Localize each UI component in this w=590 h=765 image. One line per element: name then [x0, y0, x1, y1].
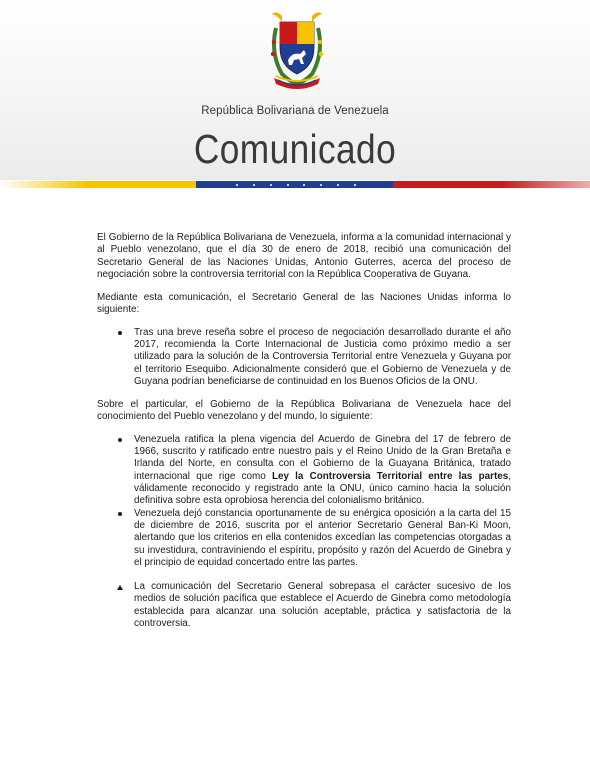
page-title: Comunicado [193, 126, 397, 172]
list-item-text: Tras una breve reseña sobre el proceso de negociación desarrollado durante el año 2017, recomienda la Corte Internacional de Justicia como próximo medio a ser utilizado para la solución de la Controversia Territorial entre Venezuela y Guyana por el territorio Esequibo. Adicionalmente consideró que el Gobierno de Venezuela y de Guyana podrían beneficiarse de continuidad en los Buenos Oficios de la ONU. [134, 326, 511, 387]
list-item [97, 508, 511, 569]
list-item [97, 327, 511, 388]
star-icon [303, 184, 305, 186]
star-icon [287, 184, 289, 186]
list-item-text: La comunicación del Secretario General sobrepasa el carácter sucesivo de los medios de solución pacífica que establece el Acuerdo de Ginebra como metodología establecida para alcanzar una solución aceptable, práctica y satisfactoria de la controversia. [134, 581, 511, 630]
un-points-list [97, 327, 511, 388]
list-item [97, 581, 511, 630]
flag-stars [236, 182, 356, 187]
bullet-icon [118, 512, 122, 516]
paragraph-communication: Mediante esta comunicación, el Secretario General de las Naciones Unidas informa lo siguiente: [97, 291, 511, 315]
star-icon [236, 184, 238, 186]
intro-paragraph: El Gobierno de la República Bolivariana de Venezuela, informa a la comunidad internacional y al Pueblo venezolano, que el día 30 de enero de 2018, recibió una comunicación del Secretario General de las Naciones Unidas, Antonio Guterres, acerca del proceso de negociación sobre la controversia territorial con la República Cooperativa de Guyana. [97, 232, 511, 280]
list-item-text-after: , válidamente reconocido y registrado ante la ONU, único camino hacia la solución definitiva sobre esta oprobiosa herencia del colonialismo británico. [134, 470, 511, 507]
paragraph-government-position: Sobre el particular, el Gobierno de la República Bolivariana de Venezuela hace del conocimiento del Pueblo venezolano y del mundo, lo siguiente: [97, 398, 511, 423]
star-icon [337, 184, 339, 186]
flag-red-band [393, 181, 590, 188]
communique-body [97, 232, 511, 641]
star-icon [354, 184, 356, 186]
star-icon [253, 184, 255, 186]
star-icon [270, 184, 272, 186]
venezuela-points-list [97, 434, 511, 630]
flag-yellow-band [0, 181, 196, 188]
list-item-text-before: Venezuela ratifica la plena vigencia del Acuerdo de Ginebra del 17 de febrero de 1966, suscrito y ratificado entre nuestro país y el Reino Unido de la Gran Bretaña e Irlanda del Norte, en consulta con el Gobierno de la Guayana Británica, tratado internacional que rige como [134, 433, 511, 482]
republic-name: República Bolivariana de Venezuela [201, 105, 389, 117]
list-item [97, 434, 511, 508]
bullet-icon [118, 331, 122, 335]
list-item-text: Venezuela dejó constancia oportunamente de su enérgica oposición a la carta del 15 de diciembre de 2016, suscrita por el anterior Secretario General Ban-Ki Moon, alertando que los criterios en ella contenidos excedían las competencias otorgadas a su investidura, contraviniendo el espíritu, propósito y razón del Acuerdo de Ginebra y el principio de equidad concertado entre las partes. [134, 507, 511, 568]
star-icon [320, 184, 322, 186]
triangle-bullet-icon [117, 585, 123, 590]
bullet-icon [118, 438, 122, 442]
coat-of-arms-seal [268, 8, 326, 90]
list-item-text-bold: Ley la Controversia Territorial entre las partes [271, 470, 509, 482]
